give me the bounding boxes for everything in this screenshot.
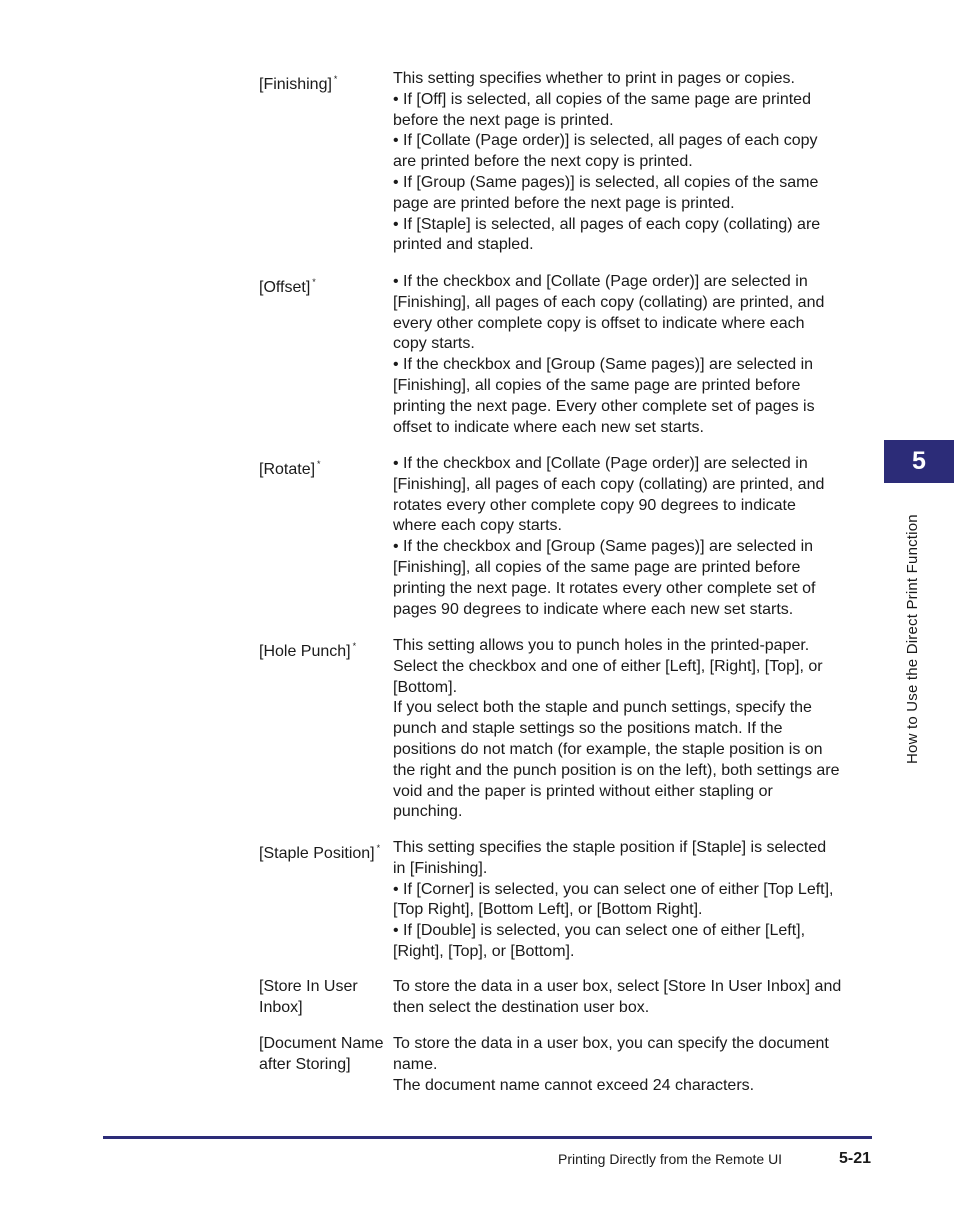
asterisk-mark: *: [376, 843, 381, 853]
setting-term-line: after Storing]: [259, 1055, 351, 1073]
description-line: every other complete copy is offset to indicate where each: [393, 314, 805, 332]
description-line: This setting allows you to punch holes in the printed-paper.: [393, 637, 810, 654]
setting-description: [393, 454, 873, 620]
description-line: then select the destination user box.: [393, 998, 650, 1016]
description-line: • If the checkbox and [Collate (Page order)] are selected in: [393, 455, 808, 472]
setting-term-line: [Document Name: [259, 1035, 384, 1052]
setting-term-line: [259, 838, 394, 865]
description-line: name.: [393, 1055, 438, 1073]
setting-term-line: [259, 454, 394, 481]
setting-description: [393, 1034, 873, 1096]
description-line: • If the checkbox and [Group (Same pages)] are selected in: [393, 538, 814, 556]
description-line: the right and the punch position is on the left), both settings are: [393, 761, 840, 779]
description-line: • If the checkbox and [Collate (Page order)] are selected in: [393, 273, 808, 290]
setting-description: [393, 636, 873, 823]
setting-description: [393, 69, 873, 256]
setting-term-line: [259, 636, 394, 663]
description-line: where each copy starts.: [393, 517, 562, 535]
chapter-tab: 5: [884, 440, 954, 483]
description-line: [Bottom].: [393, 678, 458, 696]
description-line: punch and staple settings so the positions match. If the: [393, 720, 783, 738]
description-line: This setting specifies the staple position if [Staple] is selected: [393, 839, 827, 856]
description-line: page are printed before the next page is printed.: [393, 194, 735, 212]
description-line: The document name cannot exceed 24 characters.: [393, 1076, 755, 1094]
setting-term: [259, 1034, 394, 1076]
description-line: • If [Group (Same pages)] is selected, all copies of the same: [393, 173, 819, 191]
page-number: 5-21: [839, 1150, 872, 1167]
setting-term-text: [Hole Punch]: [259, 643, 351, 660]
description-line: printing the next page. Every other complete set of pages is: [393, 397, 815, 415]
description-line: • If [Corner] is selected, you can select one of either [Top Left],: [393, 880, 834, 898]
setting-term-text: [Rotate]: [259, 461, 316, 478]
description-line: [Finishing], all pages of each copy (collating) are printed, and: [393, 293, 825, 311]
description-line: before the next page is printed.: [393, 111, 614, 129]
description-line: To store the data in a user box, select [Store In User Inbox] and: [393, 978, 842, 995]
description-line: If you select both the staple and punch settings, specify the: [393, 699, 812, 717]
description-line: pages 90 degrees to indicate where each new set starts.: [393, 600, 794, 618]
description-line: This setting specifies whether to print in pages or copies.: [393, 70, 795, 87]
description-line: punching.: [393, 803, 463, 821]
description-line: [Finishing], all copies of the same page are printed before: [393, 376, 801, 394]
chapter-title: How to Use the Direct Print Function: [904, 514, 921, 764]
setting-term-line: [259, 272, 394, 299]
description-line: Select the checkbox and one of either [Left], [Right], [Top], or: [393, 657, 823, 675]
setting-term: [259, 272, 394, 299]
setting-term-line: [Store In User: [259, 978, 358, 995]
description-line: • If [Off] is selected, all copies of the same page are printed: [393, 90, 811, 108]
setting-term: [259, 977, 394, 1019]
description-line: • If the checkbox and [Group (Same pages)] are selected in: [393, 356, 814, 374]
description-line: in [Finishing].: [393, 859, 488, 877]
setting-term-line: Inbox]: [259, 998, 303, 1016]
description-line: are printed before the next copy is printed.: [393, 153, 693, 171]
setting-term-text: [Finishing]: [259, 76, 332, 93]
description-line: rotates every other complete copy 90 degrees to indicate: [393, 496, 796, 514]
description-line: • If [Double] is selected, you can select one of either [Left],: [393, 922, 806, 940]
description-line: • If [Staple] is selected, all pages of each copy (collating) are: [393, 215, 821, 233]
setting-term: [259, 69, 394, 96]
description-line: offset to indicate where each new set starts.: [393, 418, 704, 436]
setting-description: [393, 838, 873, 963]
setting-description: [393, 977, 873, 1019]
setting-description: [393, 272, 873, 438]
asterisk-mark: *: [317, 459, 321, 469]
description-line: positions do not match (for example, the staple position is on: [393, 740, 823, 758]
asterisk-mark: *: [352, 641, 357, 651]
setting-term-text: [Staple Position]: [259, 845, 375, 862]
description-line: printing the next page. It rotates every other complete set of: [393, 579, 816, 597]
description-line: copy starts.: [393, 335, 475, 353]
description-line: void and the paper is printed without either stapling or: [393, 782, 773, 800]
setting-term: [259, 454, 394, 481]
description-line: [Right], [Top], or [Bottom].: [393, 942, 575, 960]
description-line: • If [Collate (Page order)] is selected, all pages of each copy: [393, 132, 818, 150]
description-line: printed and stapled.: [393, 236, 534, 254]
setting-term-line: [259, 69, 394, 96]
description-line: [Finishing], all copies of the same page are printed before: [393, 558, 801, 576]
asterisk-mark: *: [333, 74, 338, 84]
setting-term: [259, 636, 394, 663]
setting-term: [259, 838, 394, 865]
description-line: [Top Right], [Bottom Left], or [Bottom Right].: [393, 901, 703, 919]
description-line: To store the data in a user box, you can specify the document: [393, 1035, 829, 1052]
setting-term-text: [Offset]: [259, 279, 311, 296]
description-line: [Finishing], all pages of each copy (collating) are printed, and: [393, 475, 825, 493]
footer-rule: [103, 1136, 872, 1139]
footer-title: Printing Directly from the Remote UI: [558, 1151, 783, 1167]
asterisk-mark: *: [312, 277, 316, 287]
